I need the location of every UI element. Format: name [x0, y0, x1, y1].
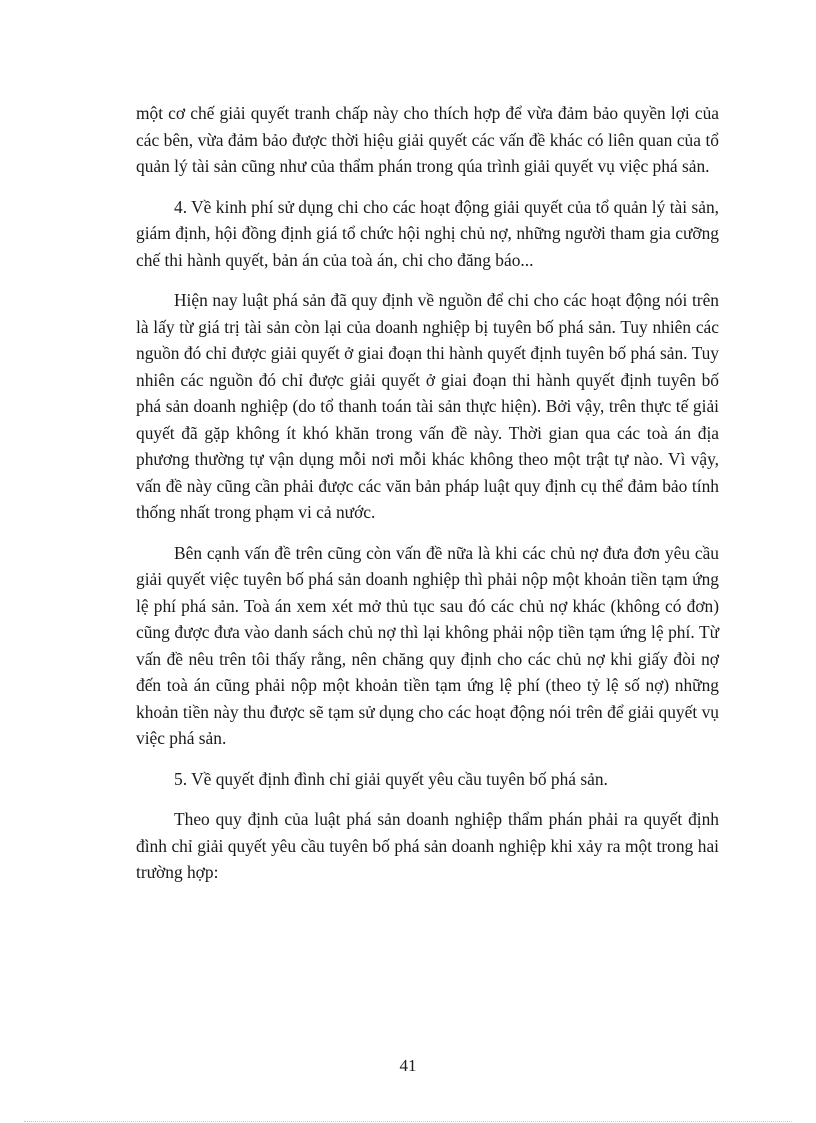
- paragraph-item-5-heading: 5. Về quyết định đình chỉ giải quyết yêu cầu tuyên bố phá sản.: [174, 768, 608, 789]
- paragraph-item-4-heading: 4. Về kinh phí sử dụng chi cho các hoạt động giải quyết của tổ quản lý tài sản, giám định, hội đồng định giá tổ chức hội nghị chủ nợ, những người tham gia cưỡng chế thi hành quyết, bản án của toà án, chi cho đăng báo...: [136, 196, 719, 270]
- page-number: 41: [399, 1056, 417, 1075]
- paragraph-termination-rule: Theo quy định của luật phá sản doanh nghiệp thẩm phán phải ra quyết định đình chỉ giải quyết yêu cầu tuyên bố phá sản doanh nghiệp khi xảy ra một trong hai trường hợp:: [136, 809, 719, 882]
- paragraph-funding-source: Hiện nay luật phá sản đã quy định về nguồn để chi cho các hoạt động nói trên là lấy từ giá trị tài sản còn lại của doanh nghiệp bị tuyên bố phá sản. Tuy nhiên các nguồn đó chỉ được giải quyết ở giai đoạn thi hành quyết định tuyên bố phá sản. Tuy nhiên các nguồn đó chỉ được giải quyết ở giai đoạn thi hành quyết định tuyên bố phá sản doanh nghiệp (do tổ thanh toán tài sản thực hiện). Bởi vậy, trên thực tế giải quyết đã gặp không ít khó khăn trong vấn đề này. Thời gian qua các toà án địa phương thường tự vận dụng mỗi nơi mỗi khác không theo một trật tự nào. Vì vậy, vấn đề này cũng cần phải được các văn bản pháp luật quy định cụ thể đảm bảo tính thống nhất trong phạm vi cả nước.: [136, 290, 719, 522]
- paragraph-continuation: một cơ chế giải quyết tranh chấp này cho thích hợp để vừa đảm bảo quyền lợi của các bên, vừa đảm bảo được thời hiệu giải quyết các vấn đề khác có liên quan của tổ quản lý tài sản cũng như của thẩm phán trong qúa trình giải quyết vụ việc phá sản.: [136, 103, 719, 176]
- footer-divider: [24, 1121, 792, 1122]
- body-text: [136, 100, 719, 900]
- paragraph-advance-fee: Bên cạnh vấn đề trên cũng còn vấn đề nữa là khi các chủ nợ đưa đơn yêu cầu giải quyết việc tuyên bố phá sản doanh nghiệp thì phải nộp một khoản tiền tạm ứng lệ phí phá sản. Toà án xem xét mở thủ tục sau đó các chủ nợ khác (không có đơn) cũng được đưa vào danh sách chủ nợ thì lại không phải nộp tiền tạm ứng lệ phí. Từ vấn đề nêu trên tôi thấy rằng, nên chăng quy định cho các chủ nợ khi giấy đòi nợ đến toà án cũng phải nộp một khoản tiền tạm ứng lệ phí (theo tỷ lệ số nợ) những khoản tiền này thu được sẽ tạm sử dụng cho các hoạt động nói trên để giải quyết vụ việc phá sản.: [136, 542, 719, 748]
